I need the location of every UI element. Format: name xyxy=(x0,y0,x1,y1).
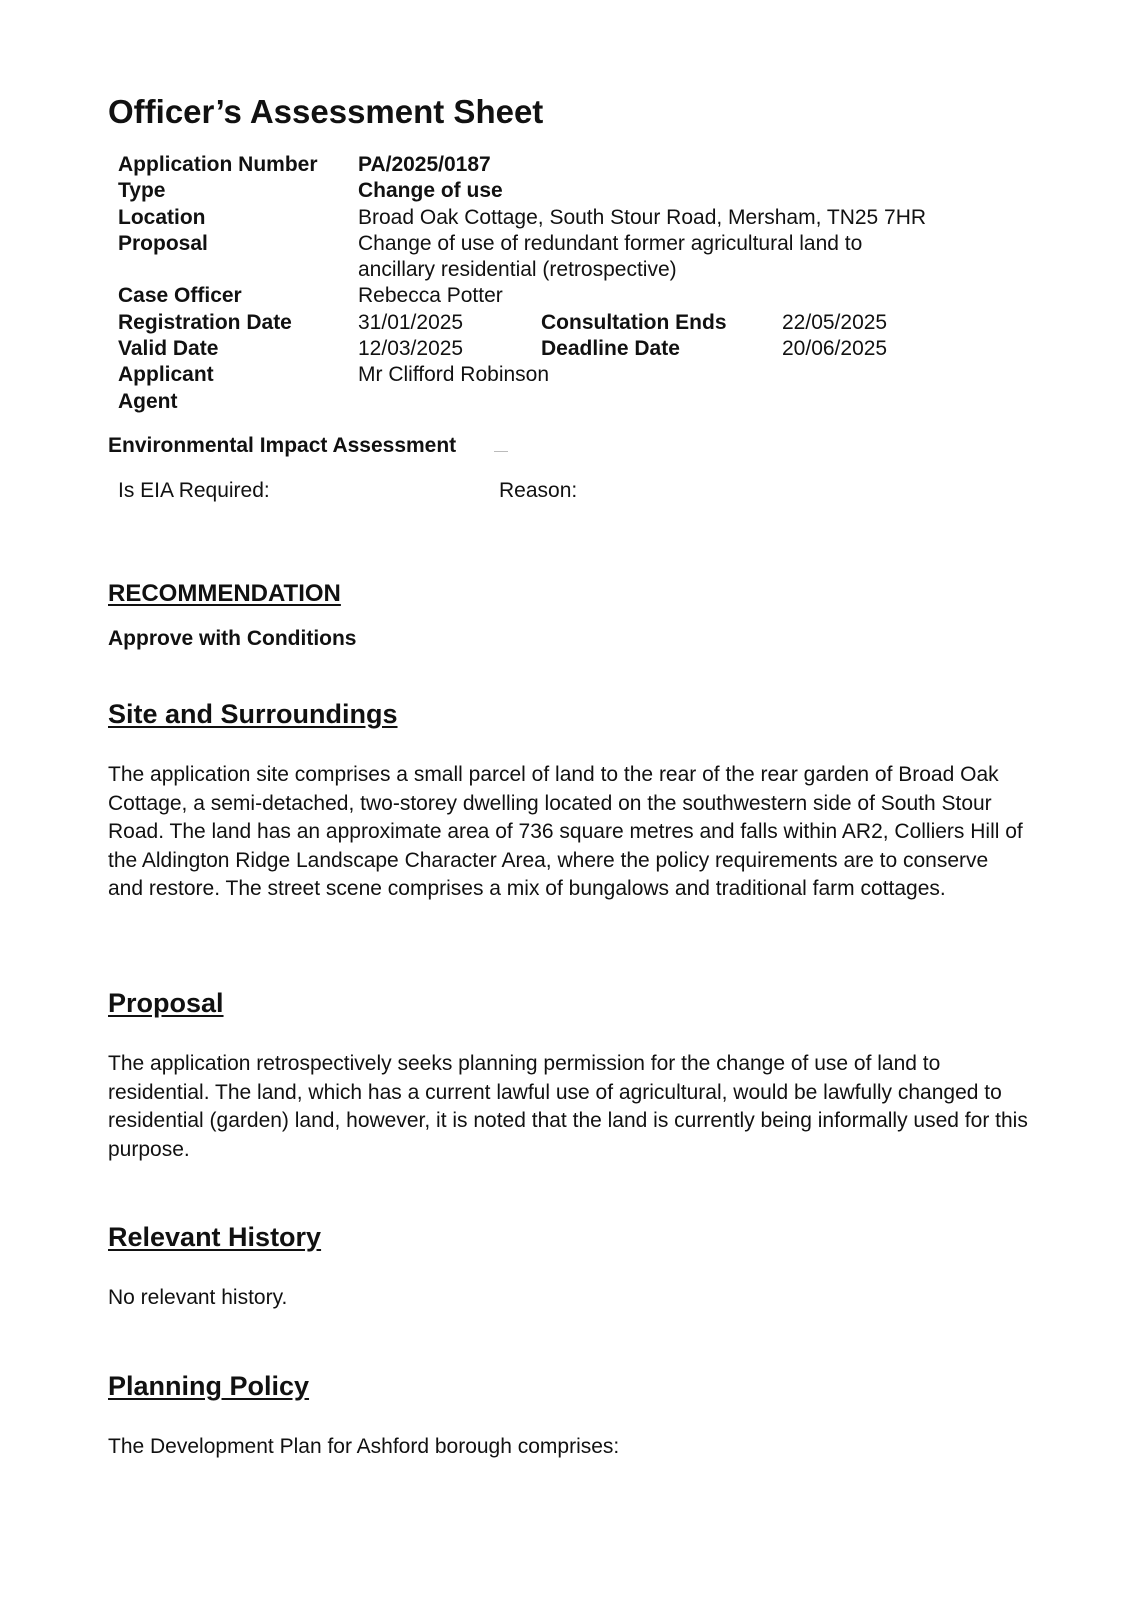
planning-policy-heading: Planning Policy xyxy=(108,1371,310,1401)
eia-field-marker xyxy=(494,451,508,452)
location-label: Location xyxy=(118,205,206,229)
case-officer-label: Case Officer xyxy=(118,284,242,308)
consultation-ends-label: Consultation Ends xyxy=(541,310,727,334)
type-value: Change of use xyxy=(358,179,503,203)
recommendation-heading: RECOMMENDATION xyxy=(108,580,341,607)
recommendation-value: Approve with Conditions xyxy=(108,627,357,650)
planning-policy-text: The Development Plan for Ashford borough comprises: xyxy=(108,1435,620,1458)
eia-heading: Environmental Impact Assessment xyxy=(108,434,457,457)
registration-date-label: Registration Date xyxy=(118,310,292,334)
case-officer-value: Rebecca Potter xyxy=(358,284,503,308)
site-surroundings-heading: Site and Surroundings xyxy=(108,699,398,729)
applicant-value: Mr Clifford Robinson xyxy=(358,363,550,387)
deadline-date-value: 20/06/2025 xyxy=(782,337,888,361)
relevant-history-heading: Relevant History xyxy=(108,1222,322,1252)
type-label: Type xyxy=(118,179,166,203)
valid-date-label: Valid Date xyxy=(118,337,219,361)
application-number-label: Application Number xyxy=(118,153,318,176)
eia-reason-label: Reason: xyxy=(499,479,578,502)
application-number-value: PA/2025/0187 xyxy=(358,153,491,176)
proposal-label: Proposal xyxy=(118,231,208,255)
registration-date-value: 31/01/2025 xyxy=(358,310,464,334)
eia-required-label: Is EIA Required: xyxy=(118,479,270,502)
relevant-history-text: No relevant history. xyxy=(108,1286,288,1309)
proposal-value: Change of use of redundant former agricultural land to ancillary residential (retrospective) xyxy=(358,231,863,282)
deadline-date-label: Deadline Date xyxy=(541,337,680,361)
consultation-ends-value: 22/05/2025 xyxy=(782,310,888,334)
agent-label: Agent xyxy=(118,389,178,413)
location-value: Broad Oak Cottage, South Stour Road, Mersham, TN25 7HR xyxy=(358,205,927,229)
valid-date-value: 12/03/2025 xyxy=(358,337,464,361)
document-title: Officer’s Assessment Sheet xyxy=(108,93,544,130)
applicant-label: Applicant xyxy=(118,363,214,387)
proposal-heading: Proposal xyxy=(108,988,224,1018)
site-surroundings-text: The application site comprises a small parcel of land to the rear of the rear garden of Broad Oak Cottage, a semi-detached, two-storey dwelling located on the southwestern side of South Stour Road. The land has an approximate area of 736 square metres and falls within AR2, Colliers Hill of the Aldington Ridge Landscape Character Area, where the policy requirements are to conserve and restore. The street scene comprises a mix of bungalows and traditional farm cottages. xyxy=(108,763,1023,901)
proposal-text: The application retrospectively seeks planning permission for the change of use of land to residential. The land, which has a current lawful use of agricultural, would be lawfully changed to residential (garden) land, however, it is noted that the land is currently being informally used for this purpose. xyxy=(108,1052,1028,1161)
